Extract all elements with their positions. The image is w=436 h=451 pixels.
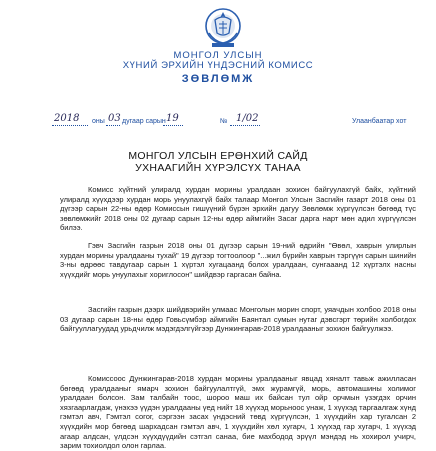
org-name-line1: МОНГОЛ УЛСЫН [173, 50, 263, 61]
addressee-line1: МОНГОЛ УЛСЫН ЕРӨНХИЙ САЙД [128, 150, 308, 162]
org-name-line2: ХҮНИЙ ЭРХИЙН ҮНДЭСНИЙ КОМИСС [122, 60, 314, 71]
body-paragraph: Комисс хүйтний улиралд хурдан морины уралдаан зохион байгуулахгүй байх, хүйтний улиралд хүүхдээр хурдан морь унуулахгүй байх талаар Монгол Улсын Засгийн газарт 2018 оны 01 дүгээр сарын 22-ны өдөр Комиссын гишүүний бүрэн эрхийн дагуу Зөвлөмж хүргүүлсэн бөгөөд түс зөвлөмжийг 2018 оны 02 дугаар сарын 12-ны өдөр аймгийн Засаг дарга нарт мөн адил хүргүүлсэн билээ. [60, 185, 416, 233]
body-paragraph: Засгийн газрын дээрх шийдвэрийн улмаас Монголын морин спорт, уяачдын холбоо 2018 оны 03 дугаар сарын 18-ны өдөр Говьсүмбэр аймгийн Баянтал сумын нутаг дэвсгэрт төрийн холбогдох байгууллагуудад урьдчилж мэдэгдэлгүйгээр Дунжингарав-2018 уралдааныг зохион байгуулжээ. [60, 305, 416, 334]
date-month-suffix: дугаар сарын [122, 118, 166, 125]
date-year-suffix: оны [92, 118, 105, 125]
document-number: 1/02 [236, 113, 259, 124]
date-day: 19 [166, 113, 179, 124]
state-emblem-icon [202, 6, 244, 50]
addressee-line2: УХНААГИЙН ХҮРЭЛСҮХ ТАНАА [135, 162, 301, 174]
document-type: ЗӨВЛӨМЖ [181, 73, 255, 85]
date-year: 2018 [54, 113, 80, 124]
date-month: 03 [108, 113, 121, 124]
place-of-issue: Улаанбаатар хот [352, 118, 407, 125]
body-paragraph: Гэвч Засгийн газрын 2018 оны 01 дүгээр сарын 19-ний өдрийн "Өвөл, хаврын улирлын хурдан морины уралдааны тухай" 19 дүгээр тогтоолоор "...жил бүрийн хаврын тэргүүн сарын шинийн 3-ны өдрөөс тавдугаар сарын 1 хүртэл хугацаанд болох уралдаан, сунгааанд 12 хүртэлх насны хүүхдийг морь унуулахыг хориглосон" шийдвэр гаргасан байна. [60, 241, 416, 279]
body-paragraph: Комиссоос Дунжингарав-2018 хурдан морины уралдааныг явцад хяналт тавьж ажилласан бөгөөд уралдааныг ямарч зохион байгуулалтгүй, эмх журамгүй, морь, автомашины холимог уралдаан болсон. Зам талбайн тоос, шороо маш их байсан тул ойр орчмын үзэгдэх орчин хязгаарлагдаж, үнэхээ үүдэн уралдааны үед нийт 18 хүүхэд морьноос унаж, 1 хүүхэд таргаалгаж хүнд гэмтэл авч, Гэмтэл согог, сэргээн засах үндэсний төвд хүргүүлсэн, 1 хүүхдийн хар тугалсан 2 хүүхдийн мор бөгөөд шархадсан гэмтэл авч, 1 хүүхдийн хөл хугарч, 1 хүүхэд гар хугарч, 1 хүүхэд агаар алдсан, үлдсэн хүүхдүүдийн сэтгэл санаа, бие махбодод эрүүл мэндэд нь хохирол учирч, зарим тохиолдол олон гарлаа. [60, 374, 416, 451]
number-label: № [220, 118, 228, 125]
